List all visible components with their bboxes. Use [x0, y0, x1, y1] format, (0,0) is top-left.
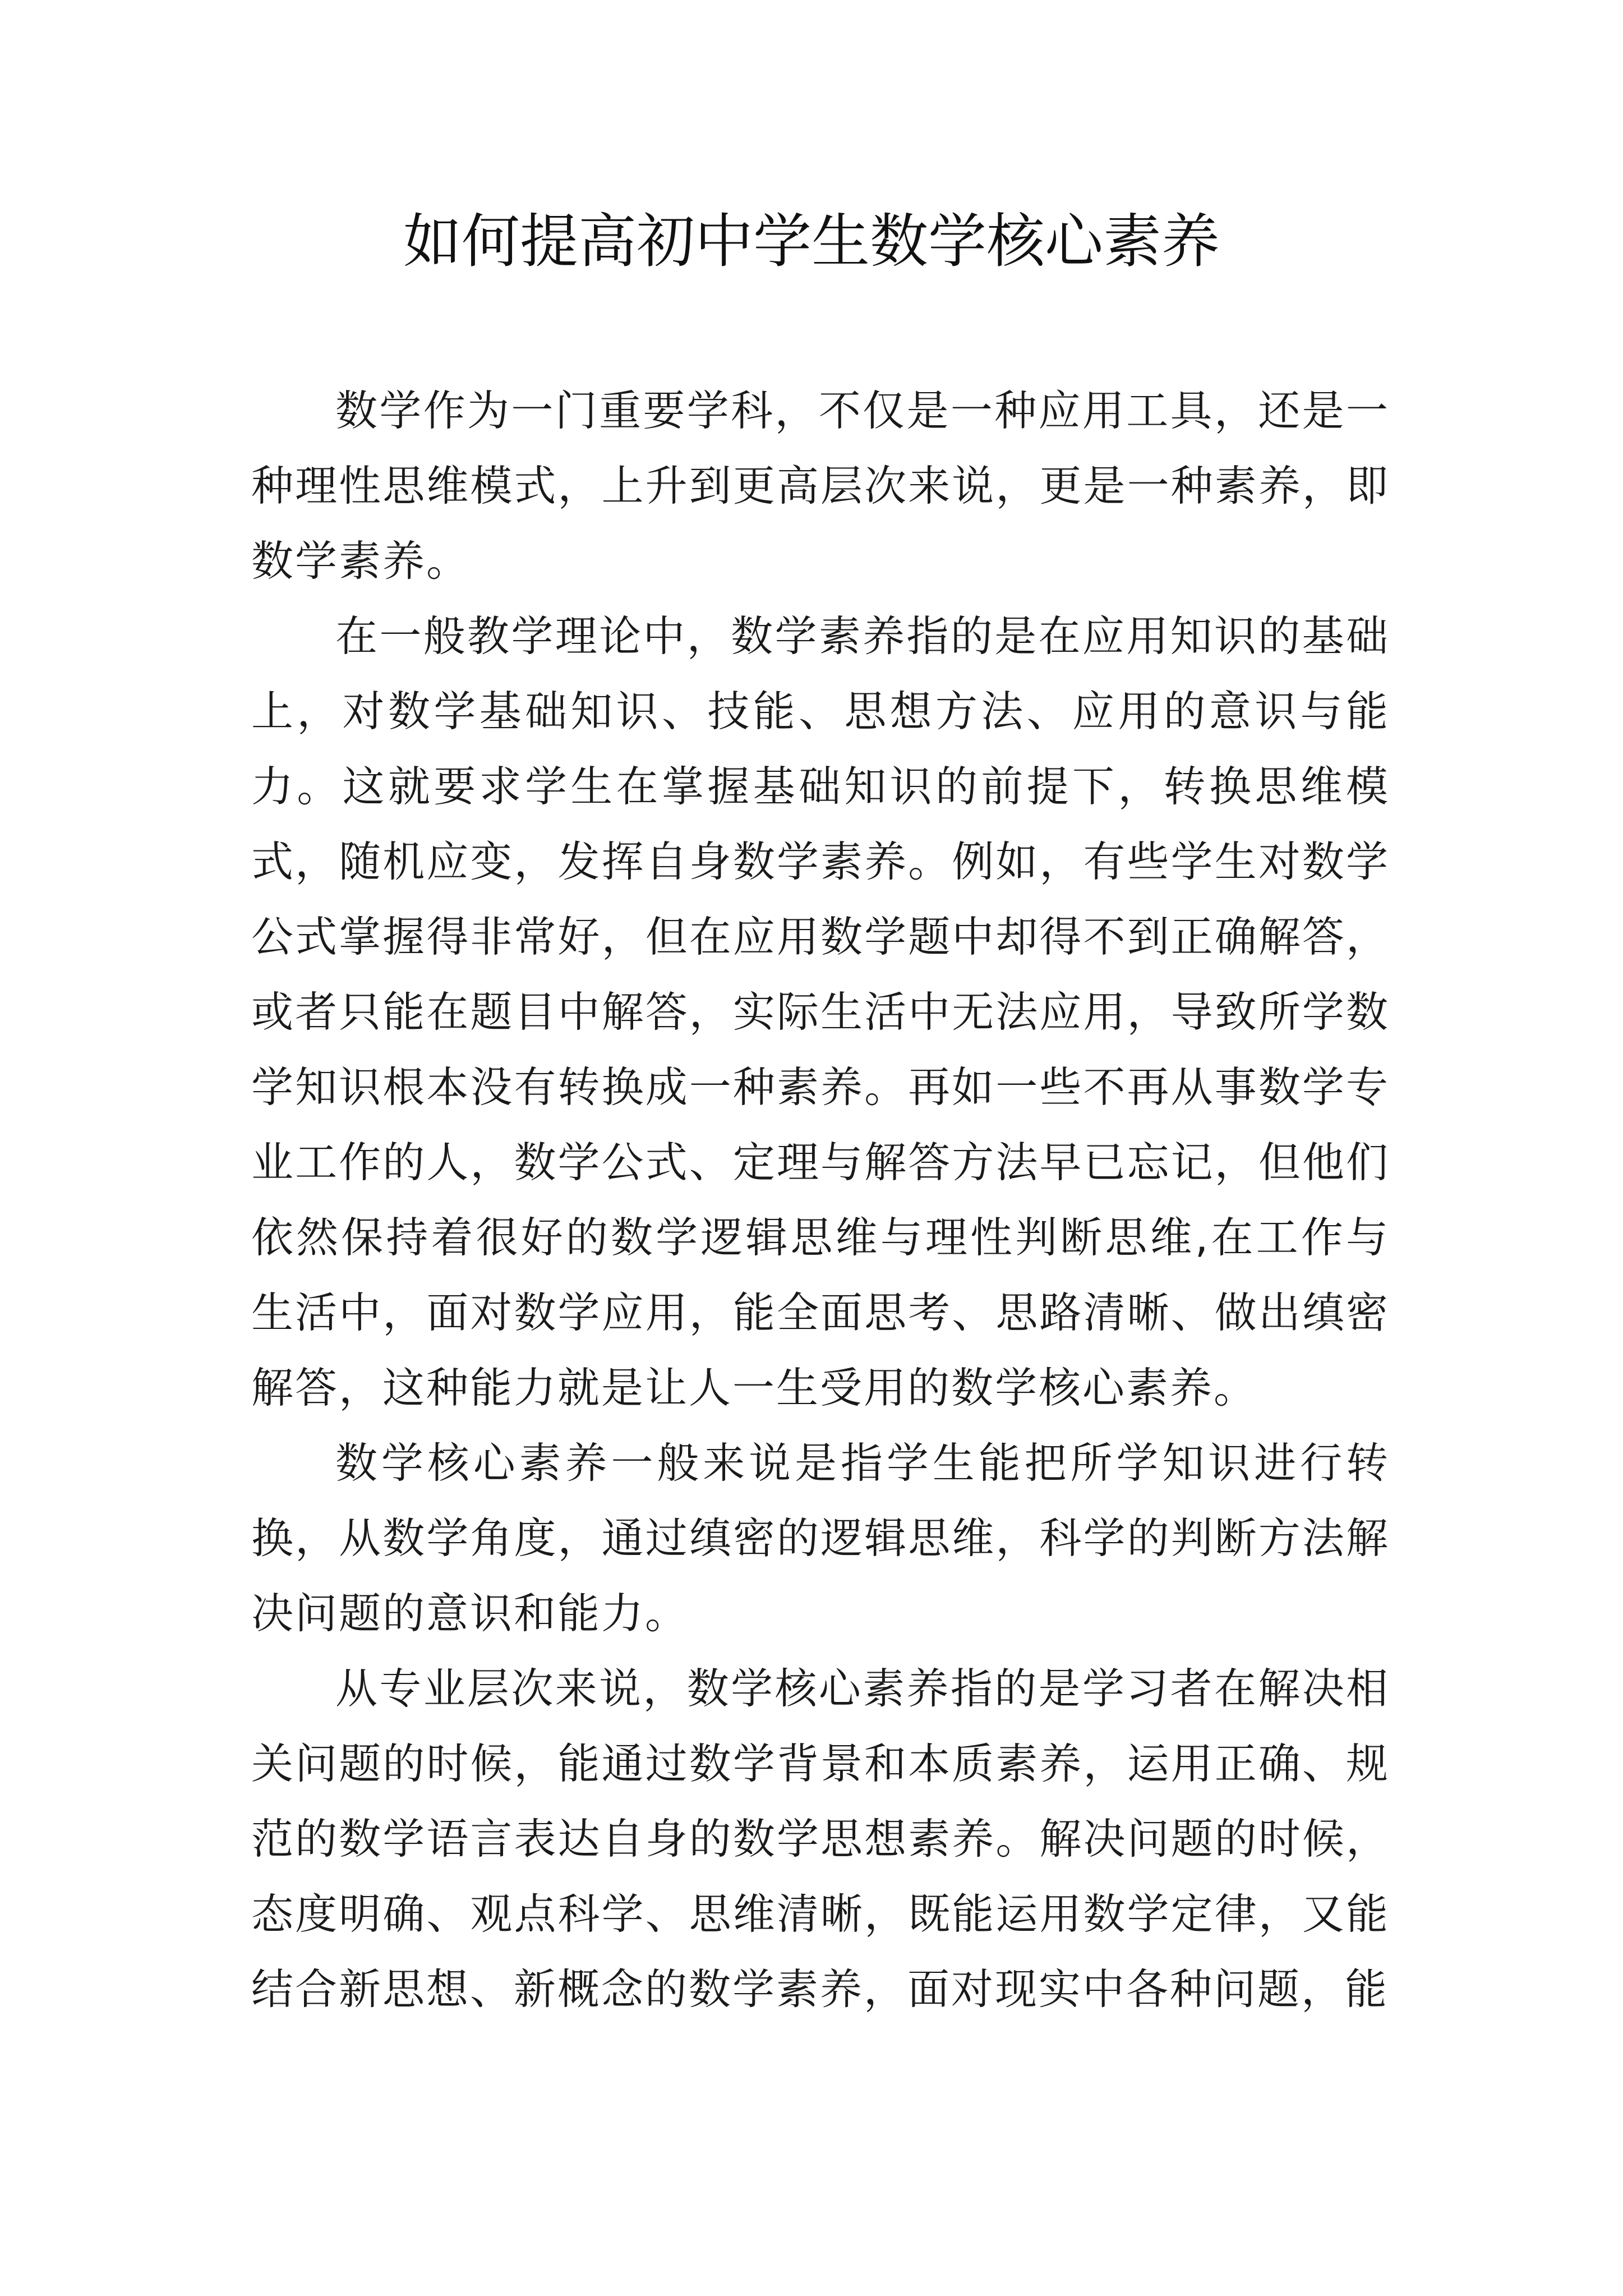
paragraph-3: 数学核心素养一般来说是指学生能把所学知识进行转换，从数学角度，通过缜密的逻辑思维，科学的判断方法解决问题的意识和能力。 [251, 1438, 1390, 1638]
paragraph-1: 数学作为一门重要学科，不仅是一种应用工具，还是一种理性思维模式，上升到更高层次来说，更是一种素养，即数学素养。 [251, 386, 1390, 586]
paragraph-4: 从专业层次来说，数学核心素养指的是学习者在解决相关问题的时候，能通过数学背景和本质素养，运用正确、规范的数学语言表达自身的数学思想素养。解决问题的时候，态度明确、观点科学、思维清晰，既能运用数学定律，又能结合新思想、新概念的数学素养，面对现实中各种问题，能 [251, 1664, 1390, 2014]
document-body [251, 373, 1390, 2027]
paragraph-2: 在一般教学理论中，数学素养指的是在应用知识的基础上，对数学基础知识、技能、思想方法、应用的意识与能力。这就要求学生在掌握基础知识的前提下，转换思维模式，随机应变，发挥自身数学素养。例如，有些学生对数学公式掌握得非常好，但在应用数学题中却得不到正确解答，或者只能在题目中解答，实际生活中无法应用，导致所学数学知识根本没有转换成一种素养。再如一些不再从事数学专业工作的人，数学公式、定理与解答方法早已忘记，但他们依然保持着很好的数学逻辑思维与理性判断思维,在工作与生活中，面对数学应用，能全面思考、思路清晰、做出缜密解答，这种能力就是让人一生受用的数学核心素养。 [251, 611, 1390, 1412]
document-title: 如何提高初中学生数学核心素养 [403, 207, 1220, 275]
